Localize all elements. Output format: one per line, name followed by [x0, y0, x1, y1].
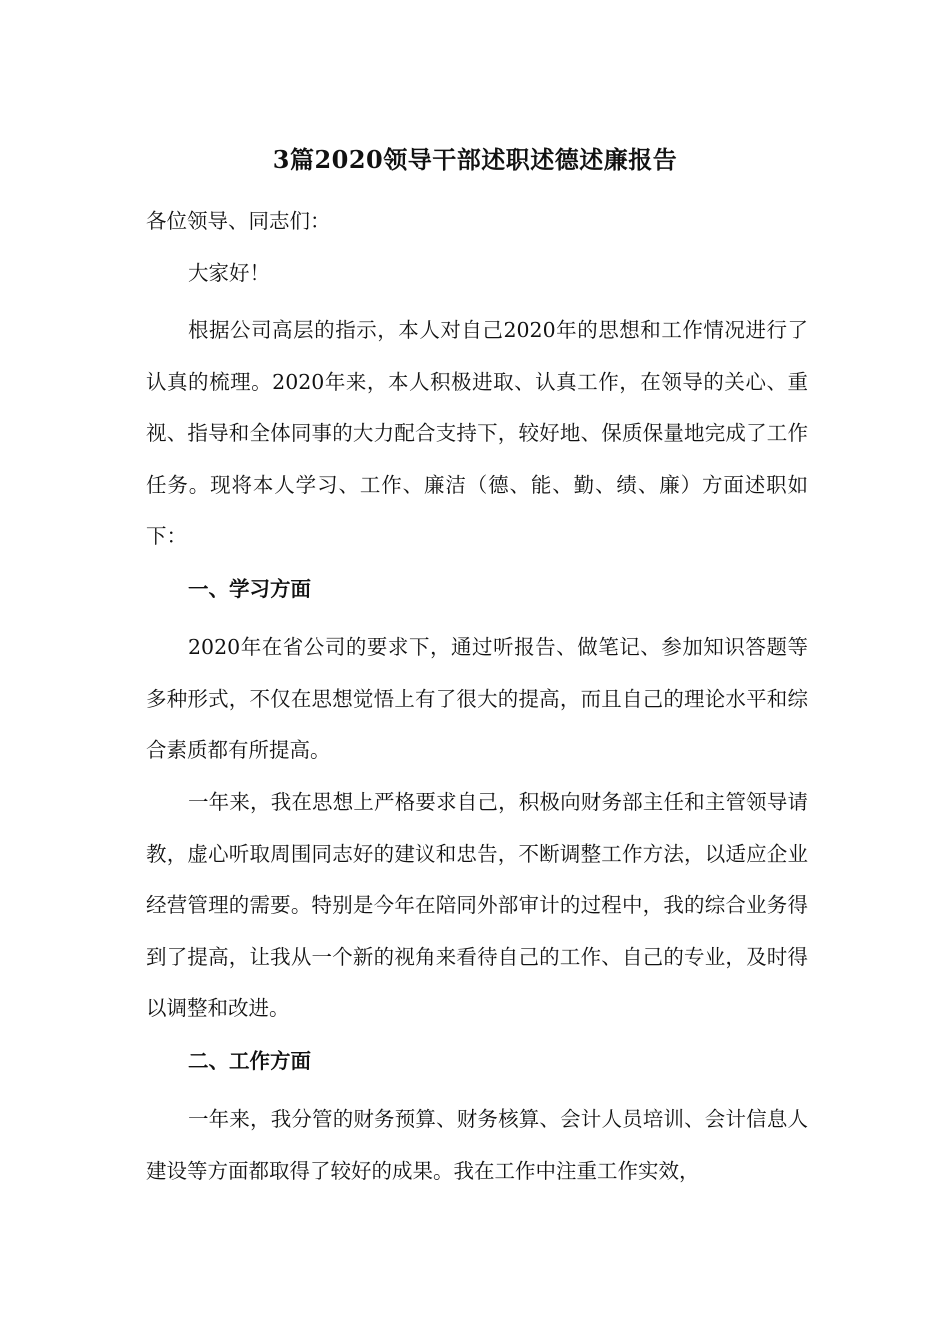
study-paragraph-1: 2020年在省公司的要求下，通过听报告、做笔记、参加知识答题等多种形式，不仅在思想觉悟上有了很大的提高，而且自己的理论水平和综合素质都有所提高。 [146, 635, 808, 762]
salutation: 各位领导、同志们： [146, 209, 331, 233]
intro-paragraph: 根据公司高层的指示，本人对自己2020年的思想和工作情况进行了认真的梳理。2020年来，本人积极进取、认真工作，在领导的关心、重视、指导和全体同事的大力配合支持下，较好地、保质保量地完成了工作任务。现将本人学习、工作、廉洁（德、能、勤、绩、廉）方面述职如下： [146, 318, 808, 548]
section-heading-study: 一、学习方面 [188, 577, 311, 601]
study-paragraph-2: 一年来，我在思想上严格要求自己，积极向财务部主任和主管领导请教，虚心听取周围同志好的建议和忠告，不断调整工作方法，以适应企业经营管理的需要。特别是今年在陪同外部审计的过程中，我的综合业务得到了提高，让我从一个新的视角来看待自己的工作、自己的专业，及时得以调整和改进。 [146, 790, 808, 1020]
greeting: 大家好！ [188, 261, 270, 285]
work-paragraph-1: 一年来，我分管的财务预算、财务核算、会计人员培训、会计信息人建设等方面都取得了较好的成果。我在工作中注重工作实效， [146, 1107, 808, 1183]
document-title: 3篇2020领导干部述职述德述廉报告 [272, 145, 678, 174]
section-heading-work: 二、工作方面 [188, 1049, 311, 1073]
